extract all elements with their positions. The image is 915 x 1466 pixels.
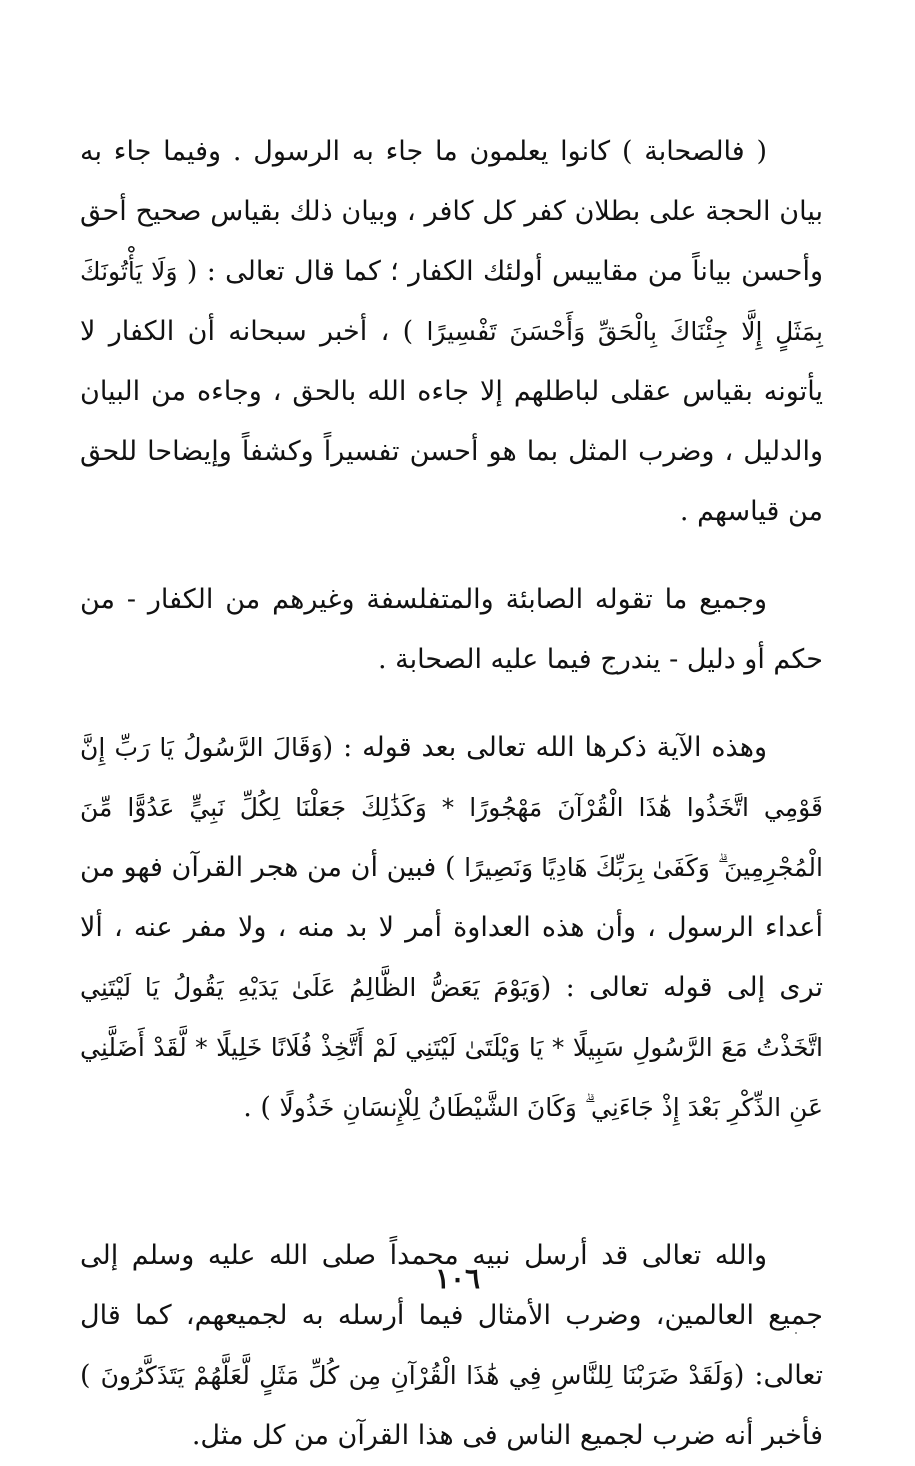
quran-verse: وَلَا يَأْتُونَكَ بِمَثَلٍ إِلَّا جِئْنَاكَ بِالْحَقِّ وَأَحْسَنَ تَفْسِيرًا <box>80 257 823 346</box>
text-segment: ) فأخبر أنه ضرب لجميع الناس فى هذا القرآن من كل مثل. <box>80 1360 823 1451</box>
text-segment: وهذه الآية ذكرها الله تعالى بعد قوله : ( <box>322 732 767 763</box>
text-segment: ) ، أخبر سبحانه أن الكفار لا يأتونه بقياس عقلى لباطلهم إلا جاءه الله بالحق ، وجاءه من البيان والدليل ، وضرب المثل بما هو أحسن تفسيراً وكشفاً وإيضاحا للحق من قياسهم . <box>80 316 823 527</box>
text-segment: وجميع ما تقوله الصابئة والمتفلسفة وغيرهم من الكفار - من حكم أو دليل - يندرج فيما عليه الصحابة . <box>80 584 823 675</box>
text-segment: ) . <box>243 1092 280 1123</box>
paragraph-sahaba-argument <box>80 122 823 542</box>
text-segment: والله تعالى قد أرسل نبيه محمداً صلى الله عليه وسلم إلى جميع العالمين، وضرب الأمثال فيما أرسله به لجميعهم، كما قال تعالى: ( <box>80 1240 824 1391</box>
scan-speck <box>795 1332 797 1334</box>
text-segment: ) فبين أن من هجر القرآن فهو من أعداء الرسول ، وأن هذه العداوة أمر لا بد منه ، ولا مفر عنه ، ألا ترى إلى قوله تعالى : ( <box>80 852 823 1003</box>
quran-verse: وَلَقَدْ ضَرَبْنَا لِلنَّاسِ فِي هَٰذَا الْقُرْآنِ مِن كُلِّ مَثَلٍ لَّعَلَّهُمْ يَتَذَكَّرُونَ <box>100 1361 734 1390</box>
page-number: ١٠٦ <box>434 1262 481 1295</box>
paragraph-sabians-philosophers <box>80 570 823 690</box>
paragraph-verse-context <box>80 718 823 1138</box>
quran-verse: وَقَالَ الرَّسُولُ يَا رَبِّ إِنَّ قَوْمِي اتَّخَذُوا هَٰذَا الْقُرْآنَ مَهْجُورًا * وَكَذَٰلِكَ جَعَلْنَا لِكُلِّ نَبِيٍّ عَدُوًّا مِّنَ الْمُجْرِمِينَ ۗ وَكَفَىٰ بِرَبِّكَ هَادِيًا وَنَصِيرًا <box>80 733 823 882</box>
text-segment: ( فالصحابة ) كانوا يعلمون ما جاء به الرسول . وفيما جاء به بيان الحجة على بطلان كفر كل كافر ، وبيان ذلك بقياس صحيح أحق وأحسن بياناً من مقاييس أولئك الكفار ؛ كما قال تعالى : ( <box>80 136 823 287</box>
quran-verse: وَيَوْمَ يَعَضُّ الظَّالِمُ عَلَىٰ يَدَيْهِ يَقُولُ يَا لَيْتَنِي اتَّخَذْتُ مَعَ الرَّسُولِ سَبِيلًا * يَا وَيْلَتَىٰ لَيْتَنِي لَمْ أَتَّخِذْ فُلَانًا خَلِيلًا * لَّقَدْ أَضَلَّنِي عَنِ الذِّكْرِ بَعْدَ إِذْ جَاءَنِي ۗ وَكَانَ الشَّيْطَانُ لِلْإِنسَانِ خَذُولًا <box>80 973 823 1122</box>
